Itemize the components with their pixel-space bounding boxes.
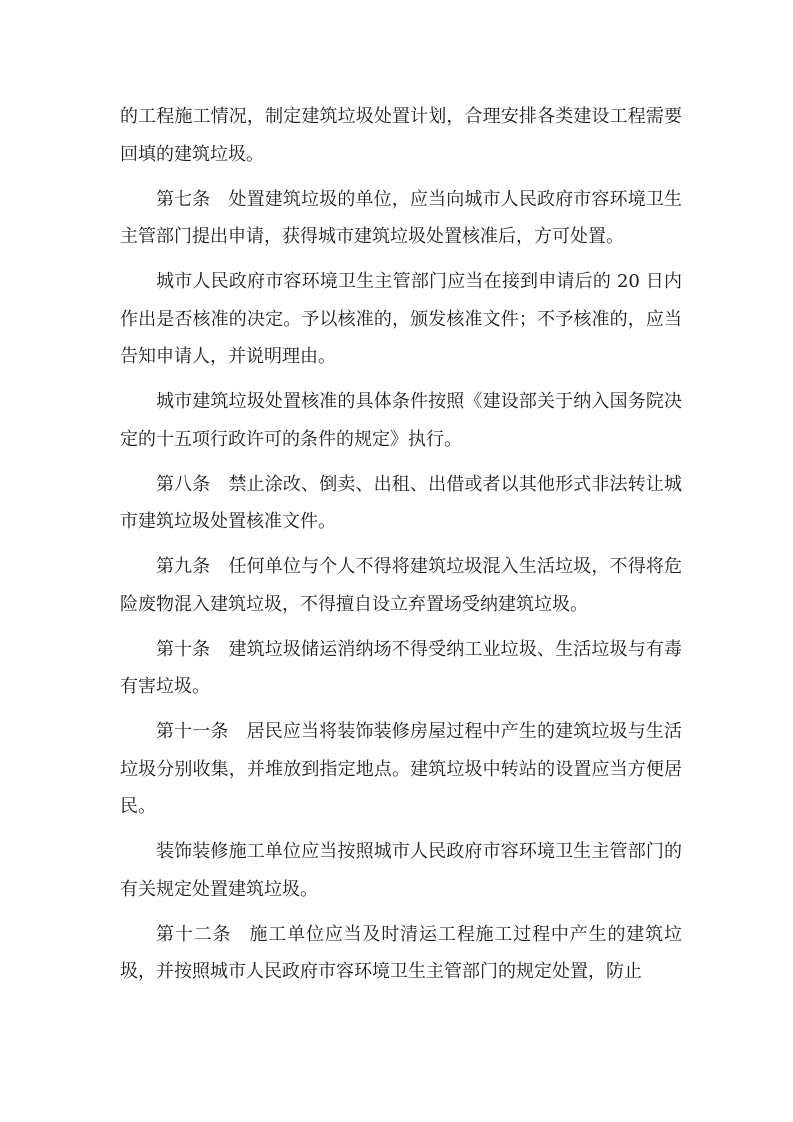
article-7-paragraph-3 [120,383,682,458]
article-number: 第八条 [156,473,211,495]
article-number: 第十条 [156,638,211,660]
document-body [120,98,682,998]
article-number: 第十一条 [156,721,229,742]
paragraph-text: 禁止涂改、倒卖、出租、出借或者以其他形式非法转让城市建筑垃圾处置核准文件。 [120,473,683,532]
article-12 [120,916,682,991]
paragraph-text: 任何单位与个人不得将建筑垃圾混入生活垃圾，不得将危险废物混入建筑垃圾，不得擅自设立弃置场受纳建筑垃圾。 [120,556,683,615]
article-7 [120,181,682,256]
article-number: 第七条 [156,188,211,210]
paragraph-text: 建筑垃圾储运消纳场不得受纳工业垃圾、生活垃圾与有毒有害垃圾。 [120,638,683,697]
paragraph-text: 城市人民政府市容环境卫生主管部门应当在接到申请后的 20 日内作出是否核准的决定。予以核准的，颁发核准文件；不予核准的，应当告知申请人，并说明理由。 [120,271,682,367]
paragraph-text: 施工单位应当及时清运工程施工过程中产生的建筑垃圾，并按照城市人民政府市容环境卫生主管部门的规定处置，防止 [120,923,683,982]
article-7-paragraph-2 [120,263,682,376]
paragraph-continuation [120,98,682,173]
article-number: 第十二条 [156,923,232,945]
article-11-paragraph-2 [120,833,682,908]
paragraph-text: 居民应当将装饰装修房屋过程中产生的建筑垃圾与生活垃圾分别收集，并堆放到指定地点。建筑垃圾中转站的设置应当方便居民。 [120,721,682,817]
paragraph-text: 处置建筑垃圾的单位，应当向城市人民政府市容环境卫生主管部门提出申请，获得城市建筑垃圾处置核准后，方可处置。 [120,188,683,247]
article-8 [120,466,682,541]
paragraph-text: 的工程施工情况，制定建筑垃圾处置计划，合理安排各类建设工程需要回填的建筑垃圾。 [120,106,682,165]
article-9 [120,548,682,623]
paragraph-text: 装饰装修施工单位应当按照城市人民政府市容环境卫生主管部门的有关规定处置建筑垃圾。 [120,841,682,900]
article-10 [120,631,682,706]
paragraph-text: 城市建筑垃圾处置核准的具体条件按照《建设部关于纳入国务院决定的十五项行政许可的条件的规定》执行。 [120,391,682,450]
article-11 [120,713,682,826]
article-number: 第九条 [156,556,211,577]
